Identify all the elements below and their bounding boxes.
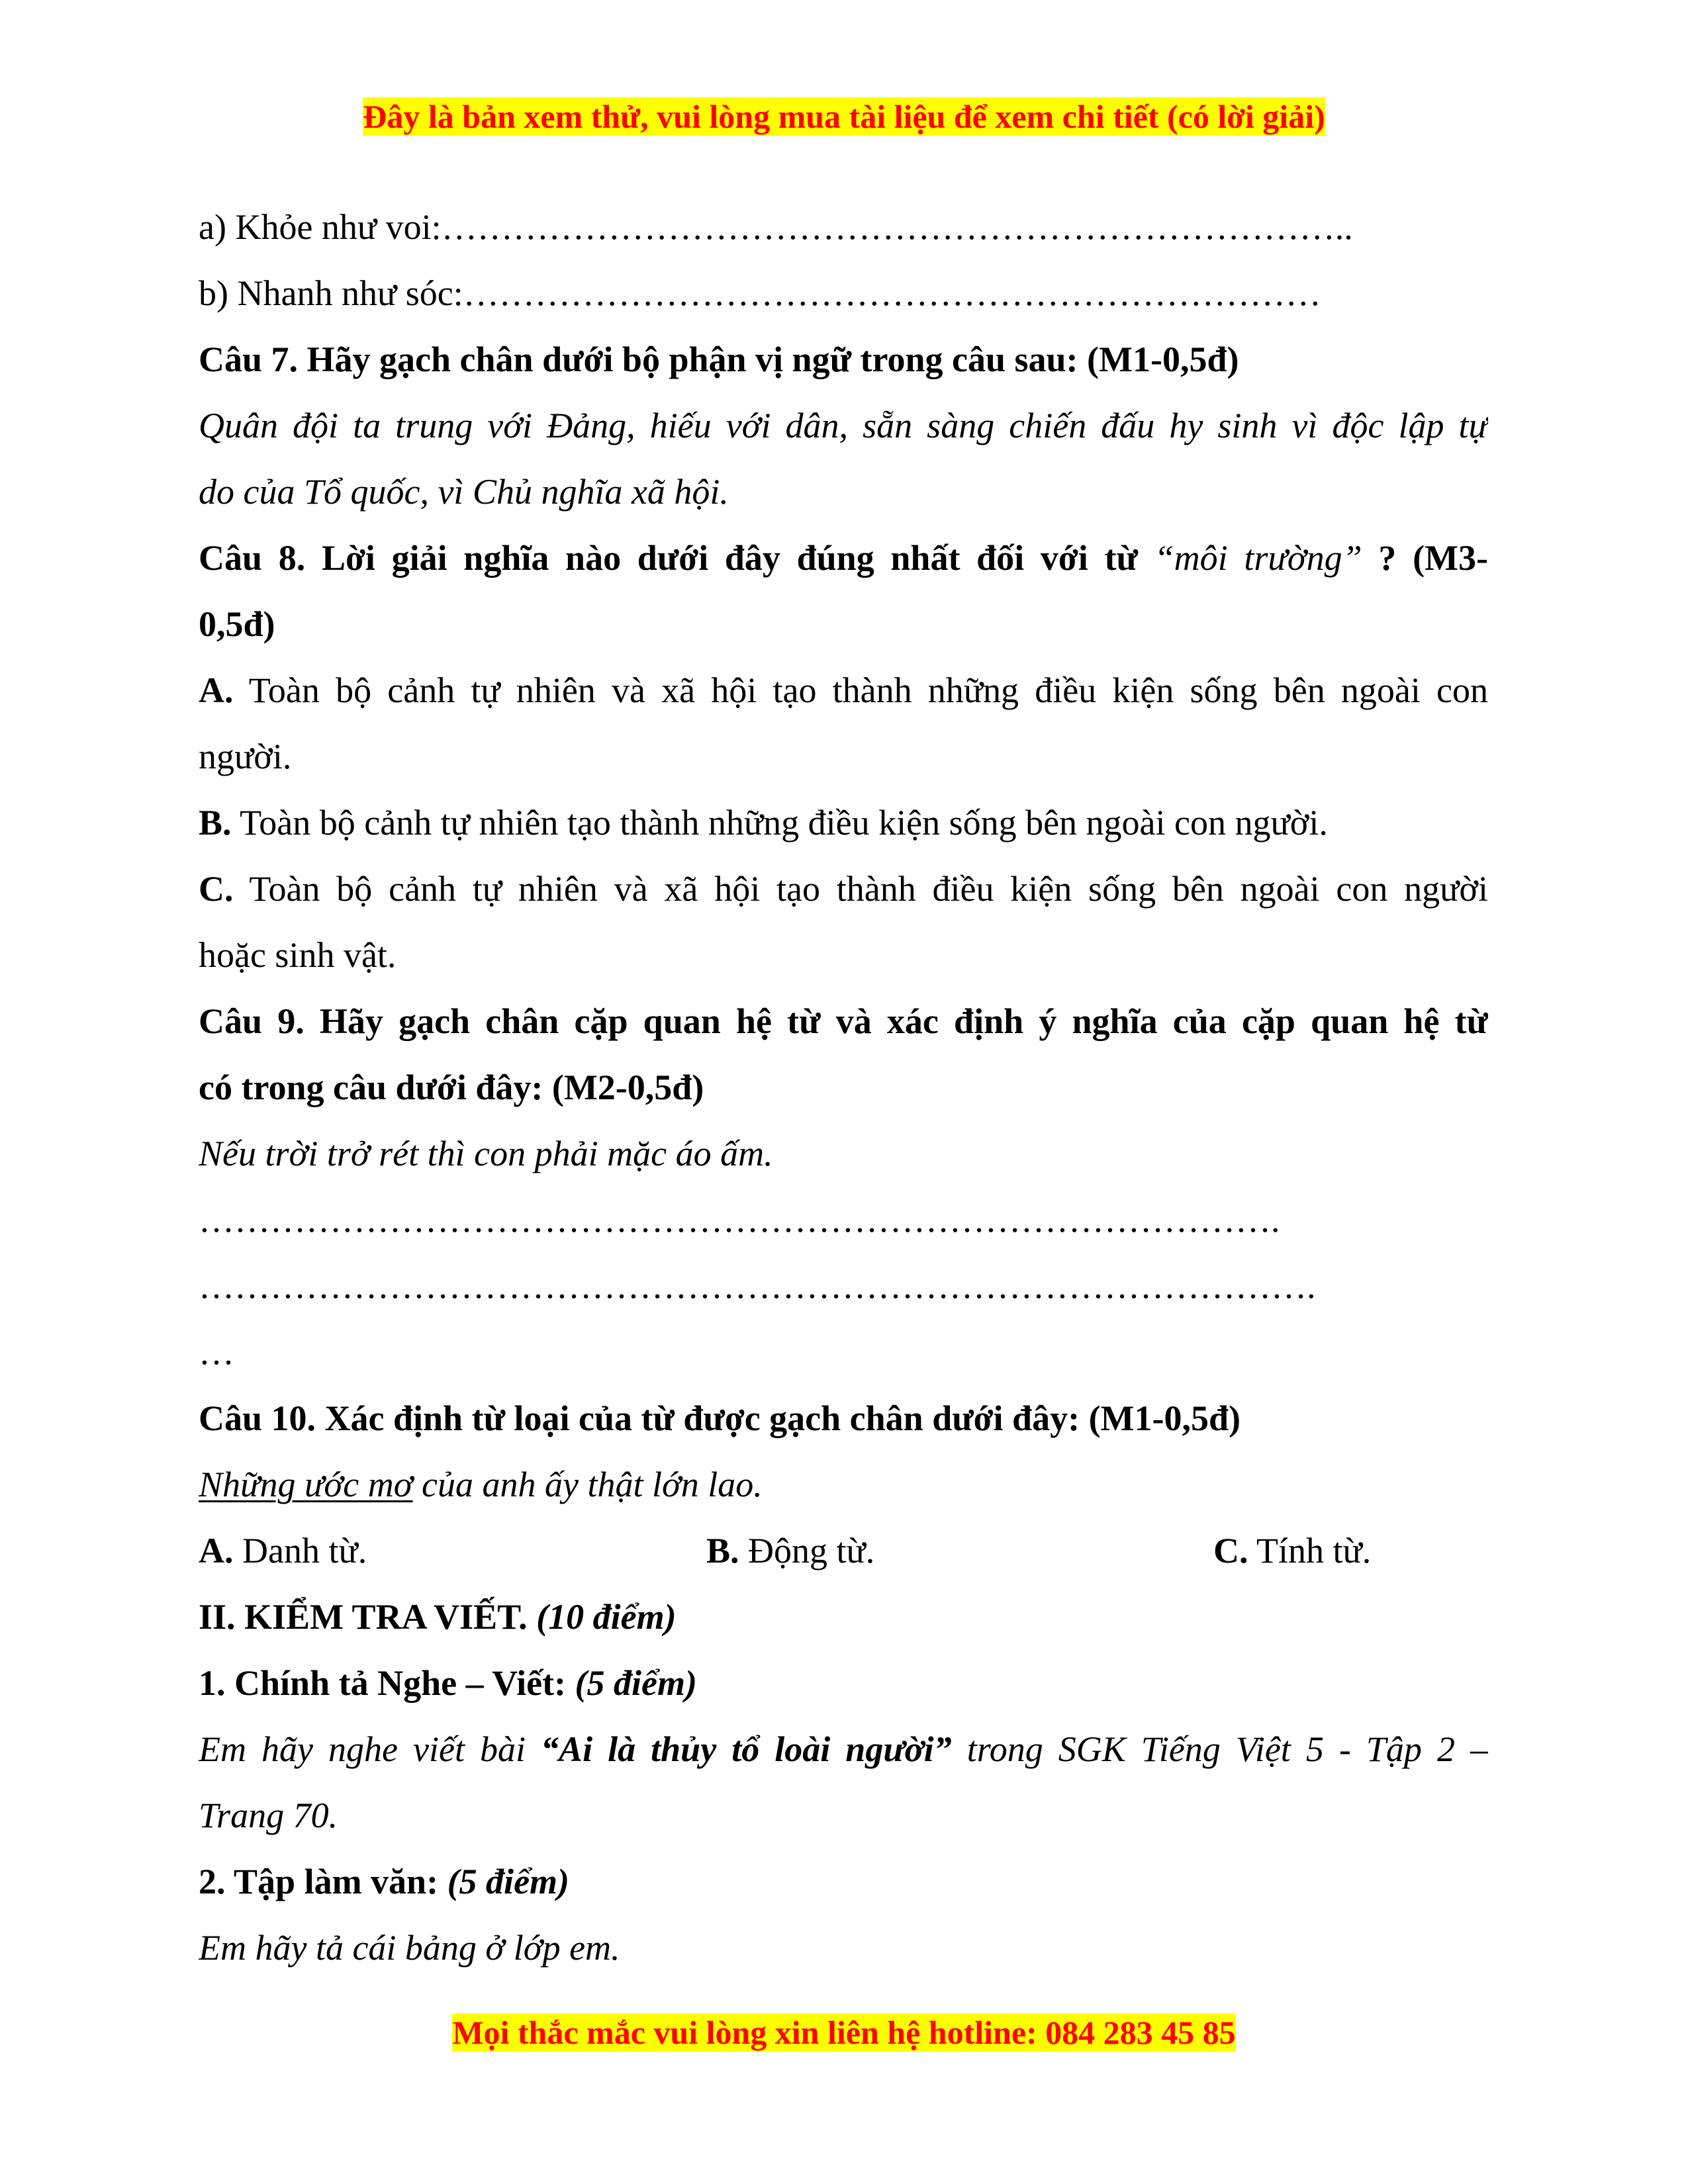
part2-section1-title bbox=[199, 1660, 1488, 1706]
q8-option-a bbox=[199, 667, 1488, 713]
q9-answer-line-1: ………………………………………………………………………………. bbox=[199, 1200, 1280, 1240]
part2-section2-title bbox=[199, 1858, 1488, 1905]
q8-title-points: ? (M3- bbox=[1378, 538, 1488, 578]
q10-option-b-letter: B. bbox=[706, 1531, 739, 1570]
q9-answer-line-3: … bbox=[199, 1332, 234, 1372]
q10-sentence bbox=[199, 1461, 1488, 1508]
q6-item-a-label: a) Khỏe như voi: bbox=[199, 207, 442, 247]
q8-option-c-letter: C. bbox=[199, 869, 234, 909]
q8-term: “môi trường” bbox=[1154, 538, 1362, 578]
section2-instruction: Em hãy tả cái bảng ở lớp em. bbox=[199, 1928, 620, 1968]
q8-option-b bbox=[199, 799, 1488, 846]
section1-lesson-title: “Ai là thủy tổ loài người” bbox=[541, 1729, 952, 1769]
q9-sentence: Nếu trời trở rét thì con phải mặc áo ấm. bbox=[199, 1134, 773, 1173]
q6-item-b-answer-dots: ……………………………………………………………… bbox=[463, 273, 1321, 313]
section1-instruction-line2: Trang 70. bbox=[199, 1796, 338, 1835]
q6-item-b-label: b) Nhanh như sóc: bbox=[199, 273, 463, 313]
part2-title-points: (10 điểm) bbox=[536, 1597, 677, 1637]
q10-option-a bbox=[199, 1527, 367, 1574]
preview-notice-banner bbox=[0, 97, 1688, 136]
section2-title-text: 2. Tập làm văn: bbox=[199, 1862, 447, 1901]
q10-option-b-text: Động từ. bbox=[739, 1531, 875, 1570]
q10-option-a-letter: A. bbox=[199, 1531, 234, 1570]
q10-option-c-text: Tính từ. bbox=[1248, 1531, 1372, 1570]
q8-title-text: Câu 8. Lời giải nghĩa nào dưới đây đúng nhất đối với từ bbox=[199, 538, 1138, 578]
q7-sentence-line2: do của Tổ quốc, vì Chủ nghĩa xã hội. bbox=[199, 472, 729, 512]
q8-option-c-line2: hoặc sinh vật. bbox=[199, 935, 397, 975]
q10-option-c bbox=[1213, 1527, 1371, 1574]
section1-instruction-line1 bbox=[199, 1726, 1488, 1772]
section1-instruction-text: Em hãy nghe viết bài bbox=[199, 1729, 541, 1769]
q10-option-b bbox=[706, 1527, 874, 1574]
section2-points: (5 điểm) bbox=[447, 1862, 570, 1901]
hotline-text: Mọi thắc mắc vui lòng xin liên hệ hotline: 084 283 45 85 bbox=[452, 2014, 1236, 2051]
q8-option-a-line2: người. bbox=[199, 737, 292, 776]
q10-options-row bbox=[199, 1527, 1488, 1574]
section1-instruction-source: trong SGK Tiếng Việt 5 - Tập 2 – bbox=[951, 1729, 1488, 1769]
q10-title: Câu 10. Xác định từ loại của từ được gạch chân dưới đây: (M1-0,5đ) bbox=[199, 1398, 1241, 1438]
q10-option-a-text: Danh từ. bbox=[233, 1531, 367, 1570]
q8-option-b-letter: B. bbox=[199, 803, 232, 842]
q8-option-c-text: Toàn bộ cảnh tự nhiên và xã hội tạo thành điều kiện sống bên ngoài con người bbox=[249, 869, 1488, 909]
q9-answer-line-2: …………………………………………………………………………………. bbox=[199, 1266, 1316, 1306]
q8-option-a-text: Toàn bộ cảnh tự nhiên và xã hội tạo thành những điều kiện sống bên ngoài con bbox=[248, 670, 1488, 710]
q10-underlined-words: Những ước mơ bbox=[199, 1465, 413, 1504]
q9-title-line2: có trong câu dưới đây: (M2-0,5đ) bbox=[199, 1068, 704, 1107]
q7-title: Câu 7. Hãy gạch chân dưới bộ phận vị ngữ trong câu sau: (M1-0,5đ) bbox=[199, 340, 1239, 379]
hotline-banner bbox=[0, 2013, 1688, 2052]
q10-sentence-rest: của anh ấy thật lớn lao. bbox=[412, 1465, 763, 1504]
section1-points: (5 điểm) bbox=[575, 1663, 697, 1703]
q8-option-a-letter: A. bbox=[199, 670, 234, 710]
q6-item-a bbox=[199, 204, 1488, 250]
preview-notice-text: Đây là bản xem thử, vui lòng mua tài liệu để xem chi tiết (có lời giải) bbox=[363, 98, 1325, 135]
q8-option-b-text: Toàn bộ cảnh tự nhiên tạo thành những điều kiện sống bên ngoài con người. bbox=[240, 803, 1328, 842]
part2-title bbox=[199, 1594, 1488, 1640]
section1-title-text: 1. Chính tả Nghe – Viết: bbox=[199, 1663, 575, 1703]
q7-sentence-line1: Quân đội ta trung với Đảng, hiếu với dân, sẵn sàng chiến đấu hy sinh vì độc lập tự bbox=[199, 406, 1488, 445]
q9-title-line1: Câu 9. Hãy gạch chân cặp quan hệ từ và xác định ý nghĩa của cặp quan hệ từ bbox=[199, 1001, 1488, 1041]
q8-title-line2: 0,5đ) bbox=[199, 604, 275, 644]
q6-item-a-answer-dots: ………………………………………………………………….. bbox=[441, 207, 1353, 247]
part2-title-text: II. KIỂM TRA VIẾT. bbox=[199, 1597, 537, 1637]
q10-option-c-letter: C. bbox=[1213, 1531, 1248, 1570]
q8-title-line1 bbox=[199, 535, 1488, 581]
q6-item-b bbox=[199, 270, 1488, 316]
q8-option-c bbox=[199, 866, 1488, 912]
